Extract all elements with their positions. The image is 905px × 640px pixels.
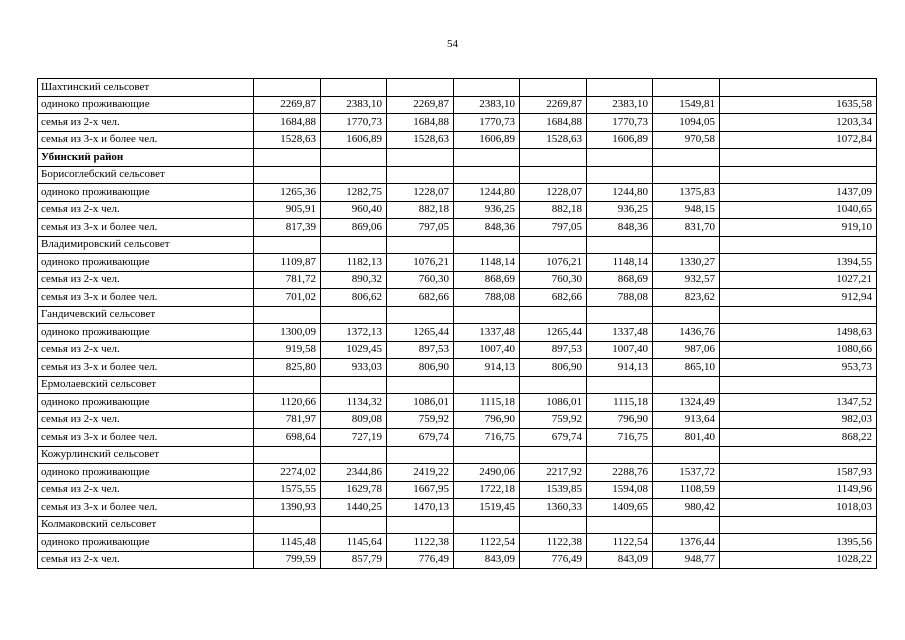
value-cell: 905,91 [254, 201, 321, 219]
value-cell: 1203,34 [720, 114, 877, 132]
value-cell [520, 236, 587, 254]
row-label: семья из 3-х и более чел. [38, 359, 254, 377]
row-label: одиноко проживающие [38, 96, 254, 114]
value-cell [454, 516, 520, 534]
value-cell: 1027,21 [720, 271, 877, 289]
value-cell [720, 376, 877, 394]
council-header-row [38, 306, 877, 324]
table-row [38, 394, 877, 412]
value-cell [321, 516, 387, 534]
value-cell [653, 516, 720, 534]
value-cell [720, 79, 877, 97]
value-cell: 1498,63 [720, 324, 877, 342]
value-cell [387, 236, 454, 254]
value-cell [587, 446, 653, 464]
value-cell: 1606,89 [454, 131, 520, 149]
value-cell: 799,59 [254, 551, 321, 569]
value-cell [720, 516, 877, 534]
value-cell: 1120,66 [254, 394, 321, 412]
value-cell: 1122,38 [520, 534, 587, 552]
value-cell [254, 516, 321, 534]
value-cell: 1684,88 [254, 114, 321, 132]
value-cell [387, 166, 454, 184]
value-cell: 2269,87 [520, 96, 587, 114]
value-cell: 1108,59 [653, 481, 720, 499]
value-cell: 2383,10 [321, 96, 387, 114]
value-cell: 987,06 [653, 341, 720, 359]
value-cell: 865,10 [653, 359, 720, 377]
council-header-row [38, 446, 877, 464]
value-cell: 882,18 [520, 201, 587, 219]
value-cell: 1122,38 [387, 534, 454, 552]
value-cell [720, 149, 877, 167]
value-cell: 1528,63 [254, 131, 321, 149]
value-cell: 1330,27 [653, 254, 720, 272]
table-row [38, 254, 877, 272]
value-cell: 1372,13 [321, 324, 387, 342]
value-cell: 1282,75 [321, 184, 387, 202]
value-cell [653, 446, 720, 464]
value-cell: 759,92 [520, 411, 587, 429]
value-cell: 1575,55 [254, 481, 321, 499]
value-cell: 2419,22 [387, 464, 454, 482]
value-cell: 796,90 [587, 411, 653, 429]
value-cell [454, 446, 520, 464]
value-cell [587, 79, 653, 97]
value-cell: 760,30 [387, 271, 454, 289]
value-cell: 817,39 [254, 219, 321, 237]
value-cell: 1684,88 [520, 114, 587, 132]
value-cell: 1684,88 [387, 114, 454, 132]
value-cell: 797,05 [520, 219, 587, 237]
value-cell: 1394,55 [720, 254, 877, 272]
value-cell [520, 306, 587, 324]
value-cell: 2217,92 [520, 464, 587, 482]
council-name: Ермолаевский сельсовет [38, 376, 254, 394]
value-cell: 857,79 [321, 551, 387, 569]
value-cell: 1122,54 [587, 534, 653, 552]
row-label: одиноко проживающие [38, 534, 254, 552]
value-cell [254, 446, 321, 464]
row-label: семья из 3-х и более чел. [38, 219, 254, 237]
value-cell: 1228,07 [520, 184, 587, 202]
value-cell: 1122,54 [454, 534, 520, 552]
row-label: семья из 3-х и более чел. [38, 289, 254, 307]
value-cell: 1440,25 [321, 499, 387, 517]
value-cell: 682,66 [387, 289, 454, 307]
value-cell: 1770,73 [321, 114, 387, 132]
value-cell [587, 376, 653, 394]
value-cell: 948,15 [653, 201, 720, 219]
value-cell [653, 376, 720, 394]
value-cell: 914,13 [587, 359, 653, 377]
value-cell: 788,08 [587, 289, 653, 307]
value-cell: 882,18 [387, 201, 454, 219]
value-cell: 1076,21 [520, 254, 587, 272]
council-header-row [38, 236, 877, 254]
value-cell: 1244,80 [587, 184, 653, 202]
district-header-row [38, 149, 877, 167]
value-cell: 1115,18 [454, 394, 520, 412]
council-name: Владимировский сельсовет [38, 236, 254, 254]
row-label: одиноко проживающие [38, 184, 254, 202]
value-cell: 1148,14 [454, 254, 520, 272]
value-cell: 1300,09 [254, 324, 321, 342]
value-cell: 1134,32 [321, 394, 387, 412]
value-cell: 2269,87 [254, 96, 321, 114]
value-cell: 848,36 [587, 219, 653, 237]
value-cell [321, 166, 387, 184]
value-cell [587, 149, 653, 167]
value-cell: 776,49 [520, 551, 587, 569]
council-name: Кожурлинский сельсовет [38, 446, 254, 464]
value-cell: 825,80 [254, 359, 321, 377]
value-cell [720, 306, 877, 324]
value-cell [254, 236, 321, 254]
value-cell: 1667,95 [387, 481, 454, 499]
value-cell: 2288,76 [587, 464, 653, 482]
value-cell [387, 79, 454, 97]
value-cell: 716,75 [454, 429, 520, 447]
value-cell: 869,06 [321, 219, 387, 237]
value-cell: 781,97 [254, 411, 321, 429]
value-cell: 1770,73 [454, 114, 520, 132]
value-cell: 716,75 [587, 429, 653, 447]
value-cell: 1528,63 [387, 131, 454, 149]
value-cell: 1086,01 [520, 394, 587, 412]
row-label: семья из 3-х и более чел. [38, 131, 254, 149]
value-cell [454, 79, 520, 97]
value-cell: 698,64 [254, 429, 321, 447]
value-cell: 2274,02 [254, 464, 321, 482]
value-cell: 1549,81 [653, 96, 720, 114]
council-header-row [38, 79, 877, 97]
value-cell: 1635,58 [720, 96, 877, 114]
value-cell: 1594,08 [587, 481, 653, 499]
council-name: Борисоглебский сельсовет [38, 166, 254, 184]
value-cell [387, 306, 454, 324]
value-cell [520, 79, 587, 97]
value-cell: 1115,18 [587, 394, 653, 412]
value-cell: 776,49 [387, 551, 454, 569]
value-cell [321, 236, 387, 254]
value-cell [720, 166, 877, 184]
table-row [38, 481, 877, 499]
value-cell: 919,58 [254, 341, 321, 359]
value-cell: 788,08 [454, 289, 520, 307]
value-cell: 932,57 [653, 271, 720, 289]
value-cell [520, 376, 587, 394]
value-cell: 2383,10 [454, 96, 520, 114]
table-row [38, 429, 877, 447]
value-cell: 1265,36 [254, 184, 321, 202]
row-label: семья из 2-х чел. [38, 551, 254, 569]
value-cell: 1040,65 [720, 201, 877, 219]
value-cell: 796,90 [454, 411, 520, 429]
value-cell [520, 516, 587, 534]
value-cell: 1086,01 [387, 394, 454, 412]
council-header-row [38, 516, 877, 534]
row-label: семья из 2-х чел. [38, 114, 254, 132]
value-cell: 1094,05 [653, 114, 720, 132]
value-cell: 1539,85 [520, 481, 587, 499]
value-cell: 1228,07 [387, 184, 454, 202]
value-cell [254, 306, 321, 324]
table-row [38, 341, 877, 359]
value-cell: 1606,89 [587, 131, 653, 149]
council-name: Колмаковский сельсовет [38, 516, 254, 534]
table-row [38, 464, 877, 482]
value-cell: 797,05 [387, 219, 454, 237]
value-cell [587, 516, 653, 534]
council-name: Шахтинский сельсовет [38, 79, 254, 97]
value-cell [387, 446, 454, 464]
value-cell [653, 306, 720, 324]
row-label: одиноко проживающие [38, 324, 254, 342]
value-cell: 759,92 [387, 411, 454, 429]
row-label: одиноко проживающие [38, 464, 254, 482]
value-cell: 1007,40 [454, 341, 520, 359]
table-body [38, 79, 877, 569]
value-cell [254, 79, 321, 97]
value-cell: 868,22 [720, 429, 877, 447]
value-cell: 897,53 [520, 341, 587, 359]
value-cell: 806,90 [387, 359, 454, 377]
value-cell [454, 236, 520, 254]
row-label: одиноко проживающие [38, 394, 254, 412]
value-cell [520, 446, 587, 464]
value-cell: 1145,48 [254, 534, 321, 552]
value-cell [520, 166, 587, 184]
value-cell: 1375,83 [653, 184, 720, 202]
value-cell: 980,42 [653, 499, 720, 517]
value-cell: 1244,80 [454, 184, 520, 202]
value-cell: 809,08 [321, 411, 387, 429]
value-cell: 919,10 [720, 219, 877, 237]
value-cell: 897,53 [387, 341, 454, 359]
value-cell [321, 79, 387, 97]
row-label: семья из 2-х чел. [38, 341, 254, 359]
value-cell: 760,30 [520, 271, 587, 289]
value-cell: 1182,13 [321, 254, 387, 272]
value-cell [587, 166, 653, 184]
value-cell: 1148,14 [587, 254, 653, 272]
value-cell: 1029,45 [321, 341, 387, 359]
value-cell [653, 236, 720, 254]
value-cell: 701,02 [254, 289, 321, 307]
value-cell: 970,58 [653, 131, 720, 149]
value-cell [321, 306, 387, 324]
value-cell [720, 236, 877, 254]
value-cell: 1606,89 [321, 131, 387, 149]
table-row [38, 271, 877, 289]
table-row [38, 96, 877, 114]
value-cell: 1018,03 [720, 499, 877, 517]
table-row [38, 411, 877, 429]
value-cell [321, 149, 387, 167]
value-cell: 831,70 [653, 219, 720, 237]
council-header-row [38, 166, 877, 184]
row-label: семья из 3-х и более чел. [38, 429, 254, 447]
value-cell: 843,09 [587, 551, 653, 569]
value-cell: 848,36 [454, 219, 520, 237]
value-cell [387, 376, 454, 394]
value-cell: 1629,78 [321, 481, 387, 499]
value-cell: 806,62 [321, 289, 387, 307]
table-row [38, 184, 877, 202]
value-cell: 936,25 [587, 201, 653, 219]
value-cell: 801,40 [653, 429, 720, 447]
value-cell: 1265,44 [520, 324, 587, 342]
value-cell: 2490,06 [454, 464, 520, 482]
council-name: Гандичевский сельсовет [38, 306, 254, 324]
row-label: одиноко проживающие [38, 254, 254, 272]
value-cell: 868,69 [454, 271, 520, 289]
value-cell: 1519,45 [454, 499, 520, 517]
value-cell: 1072,84 [720, 131, 877, 149]
value-cell: 1149,96 [720, 481, 877, 499]
value-cell: 1722,18 [454, 481, 520, 499]
value-cell: 1437,09 [720, 184, 877, 202]
value-cell: 936,25 [454, 201, 520, 219]
page-number: 54 [447, 38, 458, 50]
table-row [38, 289, 877, 307]
table-row [38, 131, 877, 149]
value-cell: 913,64 [653, 411, 720, 429]
value-cell: 1770,73 [587, 114, 653, 132]
tariff-table [37, 78, 877, 569]
value-cell: 2383,10 [587, 96, 653, 114]
value-cell: 933,03 [321, 359, 387, 377]
value-cell [387, 149, 454, 167]
value-cell: 1028,22 [720, 551, 877, 569]
row-label: семья из 3-х и более чел. [38, 499, 254, 517]
value-cell: 1409,65 [587, 499, 653, 517]
value-cell: 1347,52 [720, 394, 877, 412]
district-name: Убинский район [38, 149, 254, 167]
value-cell [587, 306, 653, 324]
value-cell: 781,72 [254, 271, 321, 289]
value-cell [720, 446, 877, 464]
table-row [38, 219, 877, 237]
table-row [38, 114, 877, 132]
value-cell [653, 149, 720, 167]
value-cell: 1076,21 [387, 254, 454, 272]
value-cell [454, 166, 520, 184]
value-cell: 948,77 [653, 551, 720, 569]
value-cell: 679,74 [520, 429, 587, 447]
value-cell: 1470,13 [387, 499, 454, 517]
value-cell: 1337,48 [587, 324, 653, 342]
row-label: семья из 2-х чел. [38, 411, 254, 429]
table-row [38, 201, 877, 219]
value-cell: 1324,49 [653, 394, 720, 412]
value-cell: 2344,86 [321, 464, 387, 482]
value-cell: 1390,93 [254, 499, 321, 517]
value-cell [587, 236, 653, 254]
value-cell [387, 516, 454, 534]
row-label: семья из 2-х чел. [38, 481, 254, 499]
table-row [38, 551, 877, 569]
value-cell: 1587,93 [720, 464, 877, 482]
value-cell [454, 149, 520, 167]
value-cell: 912,94 [720, 289, 877, 307]
council-header-row [38, 376, 877, 394]
value-cell [321, 376, 387, 394]
value-cell: 843,09 [454, 551, 520, 569]
value-cell [653, 79, 720, 97]
value-cell: 914,13 [454, 359, 520, 377]
value-cell: 890,32 [321, 271, 387, 289]
table-row [38, 324, 877, 342]
value-cell: 982,03 [720, 411, 877, 429]
value-cell: 1528,63 [520, 131, 587, 149]
table-row [38, 499, 877, 517]
value-cell: 1145,64 [321, 534, 387, 552]
value-cell: 1109,87 [254, 254, 321, 272]
value-cell [321, 446, 387, 464]
value-cell: 868,69 [587, 271, 653, 289]
row-label: семья из 2-х чел. [38, 201, 254, 219]
value-cell [254, 376, 321, 394]
value-cell: 1436,76 [653, 324, 720, 342]
value-cell: 1007,40 [587, 341, 653, 359]
value-cell [454, 376, 520, 394]
value-cell: 2269,87 [387, 96, 454, 114]
value-cell: 1080,66 [720, 341, 877, 359]
value-cell: 682,66 [520, 289, 587, 307]
value-cell: 1376,44 [653, 534, 720, 552]
value-cell [254, 166, 321, 184]
table-row [38, 534, 877, 552]
value-cell: 1337,48 [454, 324, 520, 342]
value-cell: 953,73 [720, 359, 877, 377]
value-cell: 1395,56 [720, 534, 877, 552]
value-cell: 1360,33 [520, 499, 587, 517]
value-cell [454, 306, 520, 324]
value-cell: 679,74 [387, 429, 454, 447]
value-cell [254, 149, 321, 167]
value-cell: 1537,72 [653, 464, 720, 482]
value-cell: 727,19 [321, 429, 387, 447]
value-cell: 960,40 [321, 201, 387, 219]
table-row [38, 359, 877, 377]
row-label: семья из 2-х чел. [38, 271, 254, 289]
value-cell: 806,90 [520, 359, 587, 377]
value-cell [653, 166, 720, 184]
value-cell: 823,62 [653, 289, 720, 307]
value-cell: 1265,44 [387, 324, 454, 342]
value-cell [520, 149, 587, 167]
